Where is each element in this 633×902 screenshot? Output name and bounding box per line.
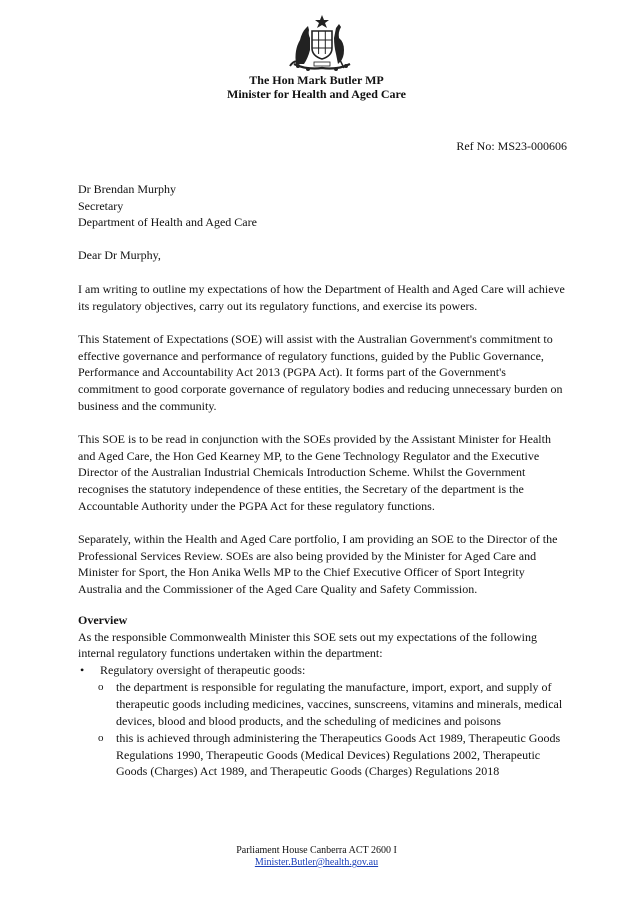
recipient-address xyxy=(78,181,568,231)
bullet-text: Regulatory oversight of therapeutic goods: xyxy=(100,662,306,677)
coat-of-arms-icon xyxy=(286,14,358,72)
circle-bullet-icon: o xyxy=(98,681,104,694)
paragraph: Separately, within the Health and Aged Care portfolio, I am providing an SOE to the Director of the Professional Services Review. SOEs are also being provided by the Minister for Aged Care and Minister for Sport, the Hon Anika Wells MP to the Chief Executive Officer of Sport Integrity Australia and the Commissioner of the Aged Care Quality and Safety Commission. xyxy=(78,532,558,596)
overview-section xyxy=(78,612,568,780)
salutation: Dear Dr Murphy, xyxy=(78,248,161,262)
paragraph: This SOE is to be read in conjunction with the SOEs provided by the Assistant Minister for Health and Aged Care, the Hon Ged Kearney MP, to the Gene Technology Regulator and the Executive Director of the Australian Industrial Chemicals Introduction Scheme. Whilst the Government recognises the statutory independence of these entities, the Secretary of the department is the Accountable Authority under the PGPA Act for these regulatory functions. xyxy=(78,432,551,513)
minister-title: Minister for Health and Aged Care xyxy=(227,87,406,101)
paragraph: I am writing to outline my expectations of how the Department of Health and Aged Care will achieve its regulatory objectives, carry out its regulatory functions, and exercise its powers. xyxy=(78,282,565,313)
overview-intro: As the responsible Commonwealth Minister this SOE sets out my expectations of the following internal regulatory functions undertaken within the department: xyxy=(78,629,537,661)
sub-list-item xyxy=(78,679,568,729)
footer-email-link[interactable]: Minister.Butler@health.gov.au xyxy=(254,857,379,868)
circle-bullet-icon: o xyxy=(98,732,104,745)
recipient-name: Dr Brendan Murphy xyxy=(78,182,176,196)
list-item xyxy=(78,662,568,679)
minister-name: The Hon Mark Butler MP xyxy=(249,73,384,87)
letter-body xyxy=(78,281,568,615)
reference-number: Ref No: MS23-000606 xyxy=(456,139,567,153)
recipient-title: Secretary xyxy=(78,198,124,213)
paragraph: This Statement of Expectations (SOE) will assist with the Australian Government's commitment to effective governance and performance of regulatory functions, guided by the Public Governance, Performance and Accountability Act 2013 (PGPA Act). It forms part of the Government's commitment to good corporate governance of regulatory bodies and reducing unnecessary burden on business and the community. xyxy=(78,332,563,413)
recipient-department: Department of Health and Aged Care xyxy=(78,215,257,230)
sub-item-text: the department is responsible for regulating the manufacture, import, export, and supply of therapeutic goods including medicines, vaccines, sunscreens, vitamins and minerals, medical devices, blood and blood products, and the scheduling of medicines and poisons xyxy=(116,680,563,728)
sub-item-text: this is achieved through administering the Therapeutics Goods Act 1989, Therapeutic Goods Regulations 1990, Therapeutic Goods (Medical Devices) Regulations 2002, Therapeutic Goods (Charges) Act 1989, and Therapeutic Goods (Charges) Regulations 2018 xyxy=(116,731,561,779)
overview-heading: Overview xyxy=(78,613,128,627)
sub-list-item xyxy=(78,730,568,780)
bullet-icon: • xyxy=(80,662,85,677)
footer-address: Parliament House Canberra ACT 2600 I xyxy=(236,845,397,856)
